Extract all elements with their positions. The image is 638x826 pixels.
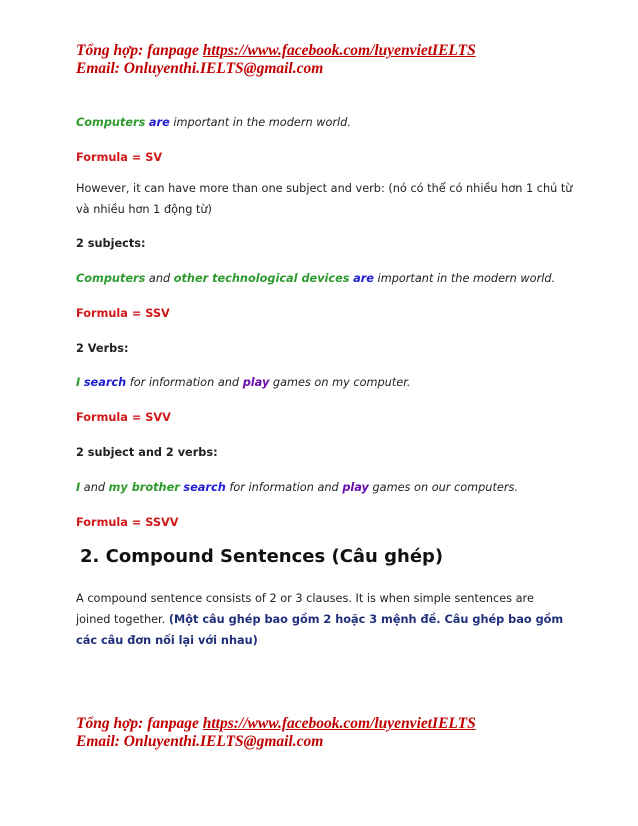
- header-fanpage-line: [76, 41, 476, 60]
- conjunction: and: [145, 272, 174, 285]
- however-line-2: và nhiều hơn 1 động từ): [76, 203, 212, 216]
- verb-1-word: search: [83, 376, 127, 389]
- formula-svv: Formula = SVV: [76, 411, 171, 424]
- subject-2-words: other technological devices: [173, 272, 350, 285]
- section-title: 2. Compound Sentences (Câu ghép): [80, 546, 444, 567]
- sentence-rest: games on our computers.: [368, 481, 518, 494]
- formula-ssv: Formula = SSV: [76, 307, 170, 320]
- however-paragraph: [76, 178, 576, 220]
- subject-1-word: I: [76, 481, 81, 494]
- example-sentence-2: [76, 272, 576, 286]
- verb-word: are: [148, 116, 170, 129]
- sentence-rest: important in the modern world.: [169, 116, 351, 129]
- compound-vietnamese: (Một câu ghép bao gồm 2 hoặc 3 mệnh đề. Câu ghép bao gồm các câu đơn nối lại với nhau): [76, 613, 564, 647]
- header-fanpage-link[interactable]: https://www.facebook.com/luyenvietIELTS: [202, 42, 476, 59]
- subject-2-words: my brother: [108, 481, 180, 494]
- header-email-line: Email: Onluyenthi.IELTS@gmail.com: [76, 60, 324, 77]
- sentence-middle: for information and: [225, 481, 343, 494]
- footer-fanpage-link[interactable]: https://www.facebook.com/luyenvietIELTS: [202, 715, 476, 732]
- sentence-rest: important in the modern world.: [373, 272, 556, 285]
- subject-word: Computers: [76, 116, 146, 129]
- subject-word: I: [76, 376, 81, 389]
- verb-word: are: [353, 272, 374, 285]
- sentence-rest: games on my computer.: [269, 376, 411, 389]
- verb-1-word: search: [183, 481, 226, 494]
- verb-2-word: play: [242, 376, 270, 389]
- verb-2-word: play: [342, 481, 369, 494]
- compound-paragraph: [76, 588, 571, 651]
- compound-definition: A compound sentence consists of 2 or 3 clauses. It is when simple sentences are joined together.: [76, 592, 534, 626]
- example-sentence-3: [76, 376, 576, 390]
- footer-fanpage-line: [76, 714, 476, 733]
- formula-ssvv: Formula = SSVV: [76, 516, 179, 529]
- verbs-heading: 2 Verbs:: [76, 342, 129, 355]
- footer-fanpage-label: Tổng hợp: fanpage: [76, 715, 203, 732]
- subjects-heading: 2 subjects:: [76, 237, 146, 250]
- example-sentence-4: [76, 481, 576, 495]
- header-fanpage-label: Tổng hợp: fanpage: [76, 42, 203, 59]
- subject-verbs-heading: 2 subject and 2 verbs:: [76, 446, 218, 459]
- sentence-middle: for information and: [126, 376, 243, 389]
- formula-sv: Formula = SV: [76, 151, 163, 164]
- subject-1-word: Computers: [76, 272, 146, 285]
- conjunction: and: [80, 481, 109, 494]
- footer-email-line: Email: Onluyenthi.IELTS@gmail.com: [76, 733, 324, 750]
- example-sentence-1: [76, 116, 576, 130]
- however-line-1: However, it can have more than one subject and verb: (nó có thể có nhiều hơn 1 chủ từ: [76, 182, 573, 195]
